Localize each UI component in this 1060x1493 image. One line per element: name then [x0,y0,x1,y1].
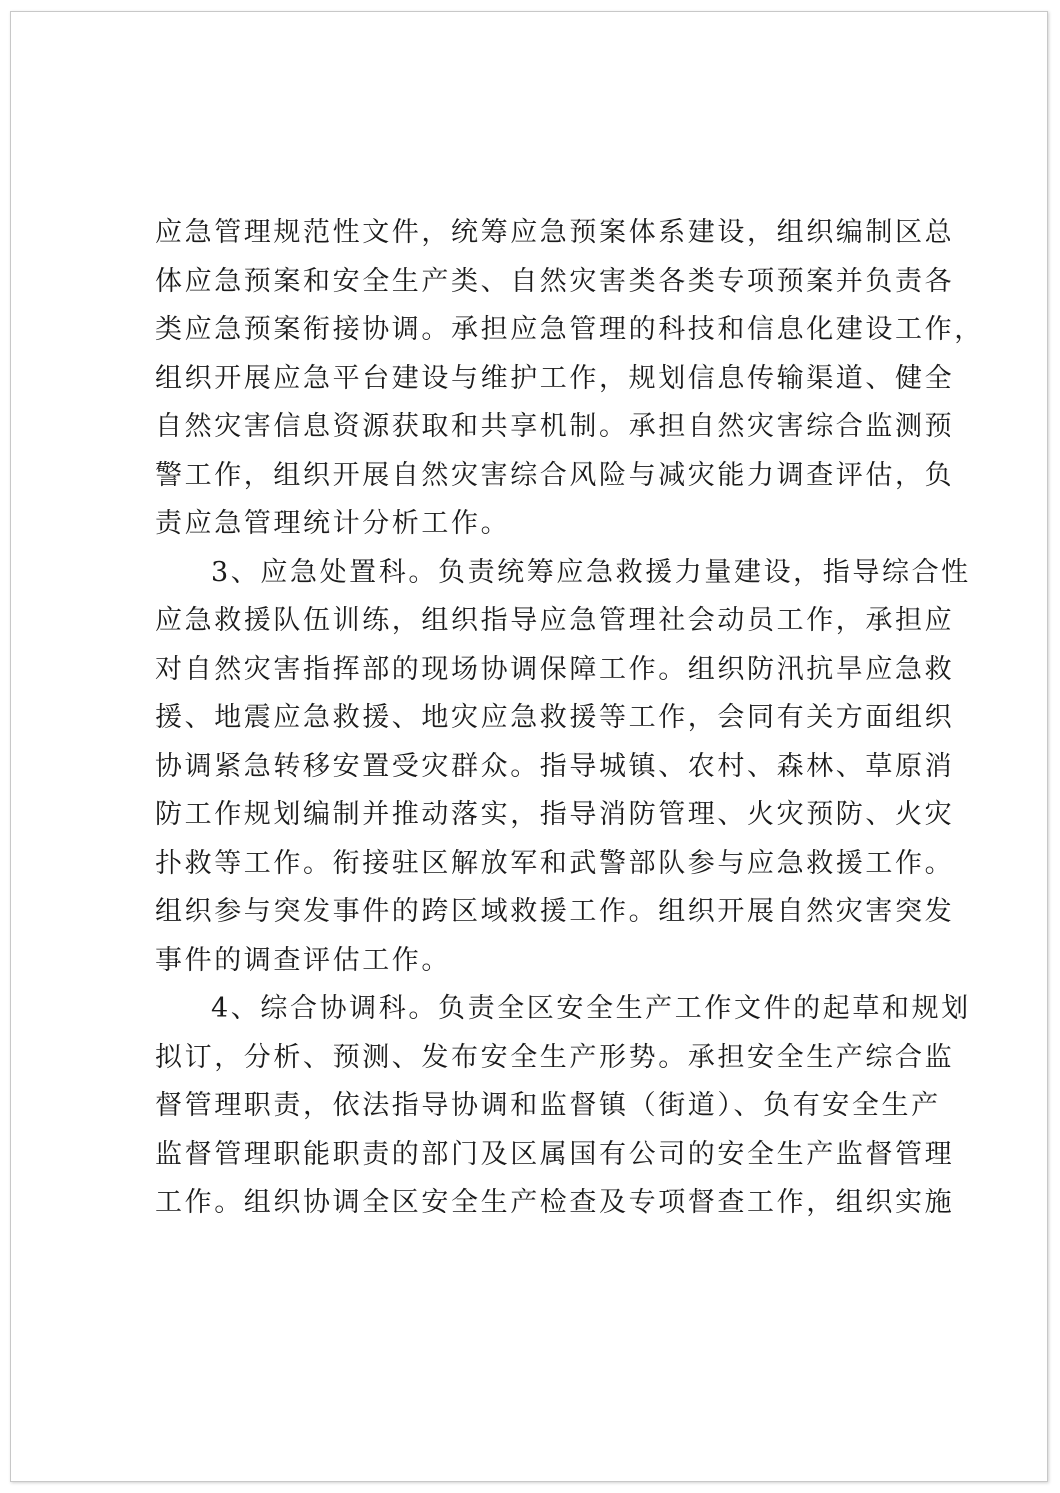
text-line: 应急管理规范性文件，统筹应急预案体系建设，组织编制区总 [155,217,955,248]
text-line: 拟订，分析、预测、发布安全生产形势。承担安全生产综合监 [155,1041,955,1073]
text-line: 组织开展应急平台建设与维护工作，规划信息传输渠道、健全 [155,362,955,394]
text-line: 扑救等工作。衔接驻区解放军和武警部队参与应急救援工作。 [155,847,955,879]
text-line: 应急救援队伍训练，组织指导应急管理社会动员工作，承担应 [155,605,955,636]
body-text [155,209,984,1228]
document-page [10,11,1048,1482]
text-line: 组织参与突发事件的跨区域救援工作。组织开展自然灾害突发 [155,896,955,927]
text-line: 协调紧急转移安置受灾群众。指导城镇、农村、森林、草原消 [155,750,955,782]
text-line: 监督管理职能职责的部门及区属国有公司的安全生产监督管理 [155,1138,955,1170]
paragraph-start-line: 4、综合协调科。负责全区安全生产工作文件的起草和规划 [211,993,971,1024]
text-line: 警工作，组织开展自然灾害综合风险与减灾能力调查评估，负 [155,459,955,491]
text-line: 事件的调查评估工作。 [155,944,451,976]
text-line: 防工作规划编制并推动落实，指导消防管理、火灾预防、火灾 [155,799,955,830]
text-line: 工作。组织协调全区安全生产检查及专项督查工作，组织实施 [155,1187,955,1218]
text-line: 对自然灾害指挥部的现场协调保障工作。组织防汛抗旱应急救 [155,653,955,685]
text-line: 体应急预案和安全生产类、自然灾害类各类专项预案并负责各 [155,265,955,297]
text-line: 援、地震应急救援、地灾应急救援等工作，会同有关方面组织 [155,702,955,733]
paragraph-start-line: 3、应急处置科。负责统筹应急救援力量建设，指导综合性 [211,556,971,588]
text-line: 自然灾害信息资源获取和共享机制。承担自然灾害综合监测预 [155,411,955,442]
text-line: 责应急管理统计分析工作。 [155,508,511,539]
text-line: 类应急预案衔接协调。承担应急管理的科技和信息化建设工作， [155,314,984,345]
text-line: 督管理职责，依法指导协调和监督镇（街道）、负有安全生产 [155,1090,941,1121]
